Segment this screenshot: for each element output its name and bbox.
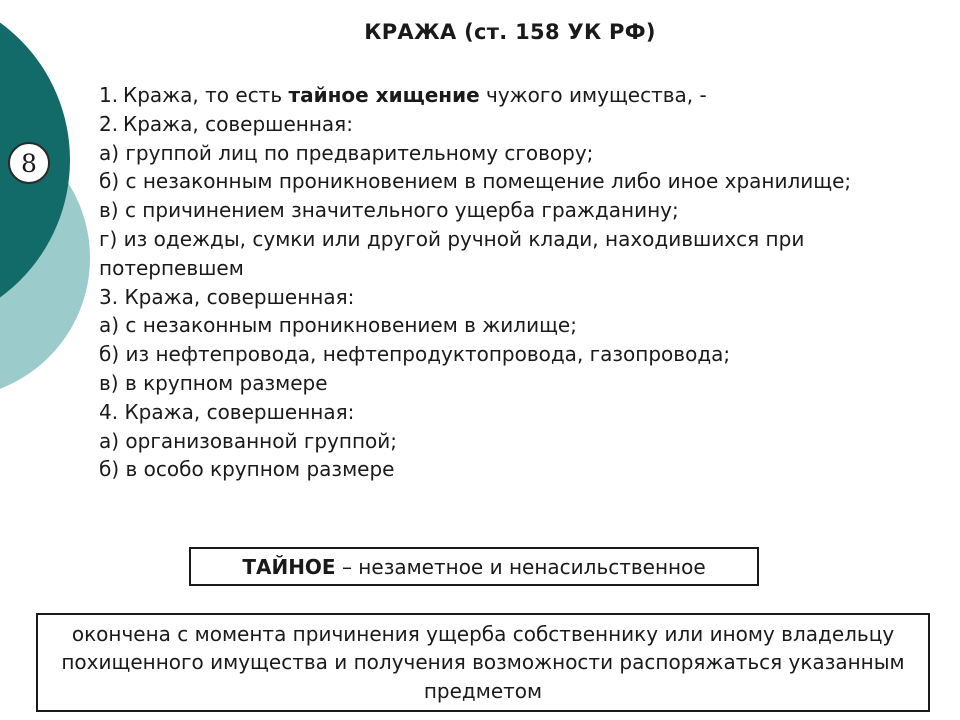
definition-box [189, 547, 759, 586]
item-3-sub-c: в) в крупном размере [99, 370, 328, 395]
item-2 [99, 110, 889, 139]
item-4-sub-a: а) организованной группой; [99, 428, 398, 453]
item-2-sub-b: б) с незаконным проникновением в помещение либо иное хранилище; [99, 169, 852, 194]
item-1-text-before: Кража, то есть [123, 83, 289, 107]
item-1-bold-term: тайное хищение [288, 83, 480, 107]
item-1-number: 1. [99, 83, 119, 107]
item-4: 4. Кража, совершенная: [99, 399, 355, 424]
item-1 [99, 81, 889, 110]
item-4-sub-b: б) в особо крупном размере [99, 457, 395, 482]
item-2-sub-d: г) из одежды, сумки или другой ручной клади, находившихся при потерпевшем [99, 226, 805, 280]
item-1-text-after: чужого имущества, - [479, 83, 707, 107]
completion-box [36, 613, 930, 712]
definition-term: ТАЙНОЕ [242, 554, 336, 579]
item-3-sub-b: б) из нефтепровода, нефтепродуктопровода, газопровода; [99, 342, 731, 367]
item-2-sub-c: в) с причинением значительного ущерба гражданину; [99, 198, 679, 223]
item-3-sub-a: а) с незаконным проникновением в жилище; [99, 313, 577, 338]
completion-text: окончена с момента причинения ущерба собственнику или иному владельцу похищенного имущества и получения возможности распоряжаться указанным предметом [61, 621, 905, 703]
article-content [99, 81, 889, 484]
item-2-sub-a: а) группой лиц по предварительному сговору; [99, 140, 594, 165]
slide-number-badge: 8 [8, 142, 50, 184]
definition-text: – незаметное и ненасильственное [335, 554, 706, 579]
item-3: 3. Кража, совершенная: [99, 284, 355, 309]
slide-title: КРАЖА (ст. 158 УК РФ) [364, 20, 656, 44]
item-2-text: Кража, совершенная: [123, 111, 353, 136]
item-2-number: 2. [99, 111, 119, 136]
